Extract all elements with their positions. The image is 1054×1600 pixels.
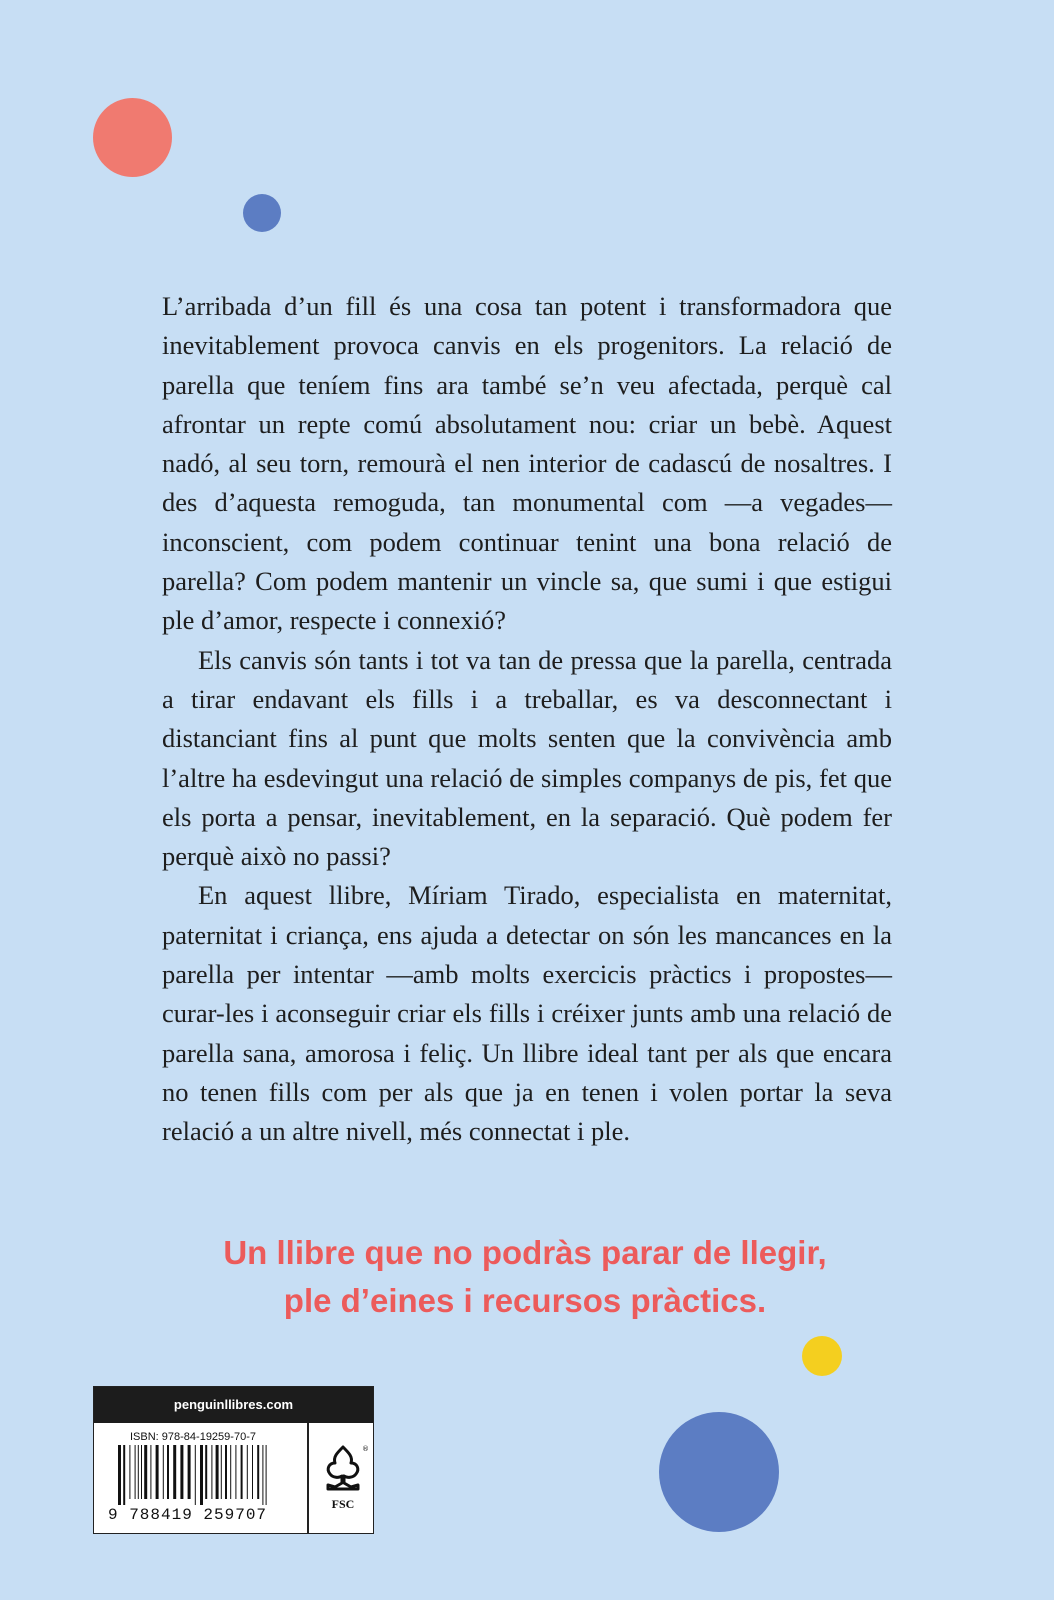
synopsis-paragraph-1: L’arribada d’un fill és una cosa tan potent i transformadora que inevitablement provoca canvis en els progenitors. La relació de parella que teníem fins ara també se’n veu afectada, perquè cal afrontar un repte comú absolutament nou: criar un bebè. Aquest nadó, al seu torn, remourà el nen interior de cadascú de nosaltres. I des d’aquesta remoguda, tan monumental com —a vegades— inconscient, com podem continuar tenint una bona relació de parella? Com podem mantenir un vincle sa, que sumi i que estigui ple d’amor, respecte i connexió? <box>162 291 892 636</box>
barcode-bar <box>144 1445 147 1499</box>
barcode-bar <box>241 1445 243 1499</box>
barcode-bar <box>135 1445 136 1499</box>
barcode-bar <box>221 1445 222 1499</box>
barcode-bar <box>230 1445 231 1499</box>
barcode-bar <box>257 1445 259 1499</box>
barcode-bar <box>129 1445 130 1499</box>
tagline <box>160 1229 890 1325</box>
barcode-bar <box>200 1445 203 1505</box>
back-cover-synopsis <box>162 287 892 1152</box>
fsc-label: FSC <box>331 1497 355 1511</box>
barcode-icon <box>108 1445 304 1505</box>
barcode-bar <box>188 1445 191 1499</box>
svg-text:®: ® <box>362 1445 369 1453</box>
synopsis-paragraph-2: Els canvis són tants i tot va tan de pressa que la parella, centrada a tirar endavant els fills i a treballar, es va desconnectant i distanciant fins al punt que molts senten que la convivència amb l’altre ha esdevingut una relació de simples companys de pis, fet que els porta a pensar, inevitablement, en la separació. Què podem fer perquè això no passi? <box>162 644 892 872</box>
barcode-bar <box>211 1445 212 1499</box>
barcode-bar <box>167 1445 169 1499</box>
decorative-circle-yellow <box>802 1336 842 1376</box>
barcode-bar <box>118 1445 121 1505</box>
barcode-bar <box>173 1445 176 1499</box>
barcode-bar <box>163 1445 164 1499</box>
synopsis-paragraph-3: En aquest llibre, Míriam Tirado, especialista en maternitat, paternitat i criança, ens ajuda a detectar on són les mancances en la parella per intentar —amb molts exercicis pràctics i propostes— curar-les i aconseguir criar els fills i créixer junts amb una relació de parella sana, amorosa i feliç. Un llibre ideal tant per als que encara no tenen fills com per als que ja en tenen i volen portar la seva relació a un altre nivell, més connectat i ple. <box>162 880 892 1147</box>
fsc-tree-icon <box>318 1443 368 1495</box>
barcode-bar <box>123 1445 125 1505</box>
barcode-bar <box>252 1445 253 1499</box>
isbn-label: ISBN: 978-84-19259-70-7 <box>130 1431 256 1443</box>
barcode-bar <box>150 1445 151 1499</box>
tagline-line-1: Un llibre que no podràs parar de llegir, <box>223 1234 827 1271</box>
barcode-bar <box>266 1445 267 1505</box>
barcode-bar <box>156 1445 159 1499</box>
barcode-bar <box>247 1445 248 1499</box>
publisher-website: penguinllibres.com <box>94 1387 373 1423</box>
decorative-circle-blue-small <box>243 194 281 232</box>
barcode-bar <box>180 1445 183 1499</box>
barcode-bar <box>216 1445 219 1499</box>
decorative-circle-blue-large <box>659 1412 779 1532</box>
tagline-line-2: ple d’eines i recursos pràctics. <box>283 1282 767 1319</box>
barcode-digits: 9 788419 259707 <box>108 1506 268 1524</box>
fsc-divider <box>307 1423 309 1533</box>
barcode-bar <box>235 1445 236 1499</box>
barcode-bar <box>138 1445 139 1499</box>
barcode-bar <box>225 1445 227 1499</box>
barcode-bar <box>205 1445 207 1499</box>
decorative-circle-red <box>93 98 172 177</box>
barcode-bar <box>195 1445 196 1505</box>
barcode-bar <box>141 1445 142 1499</box>
barcode-bar <box>262 1445 263 1505</box>
barcode-panel <box>93 1386 374 1534</box>
